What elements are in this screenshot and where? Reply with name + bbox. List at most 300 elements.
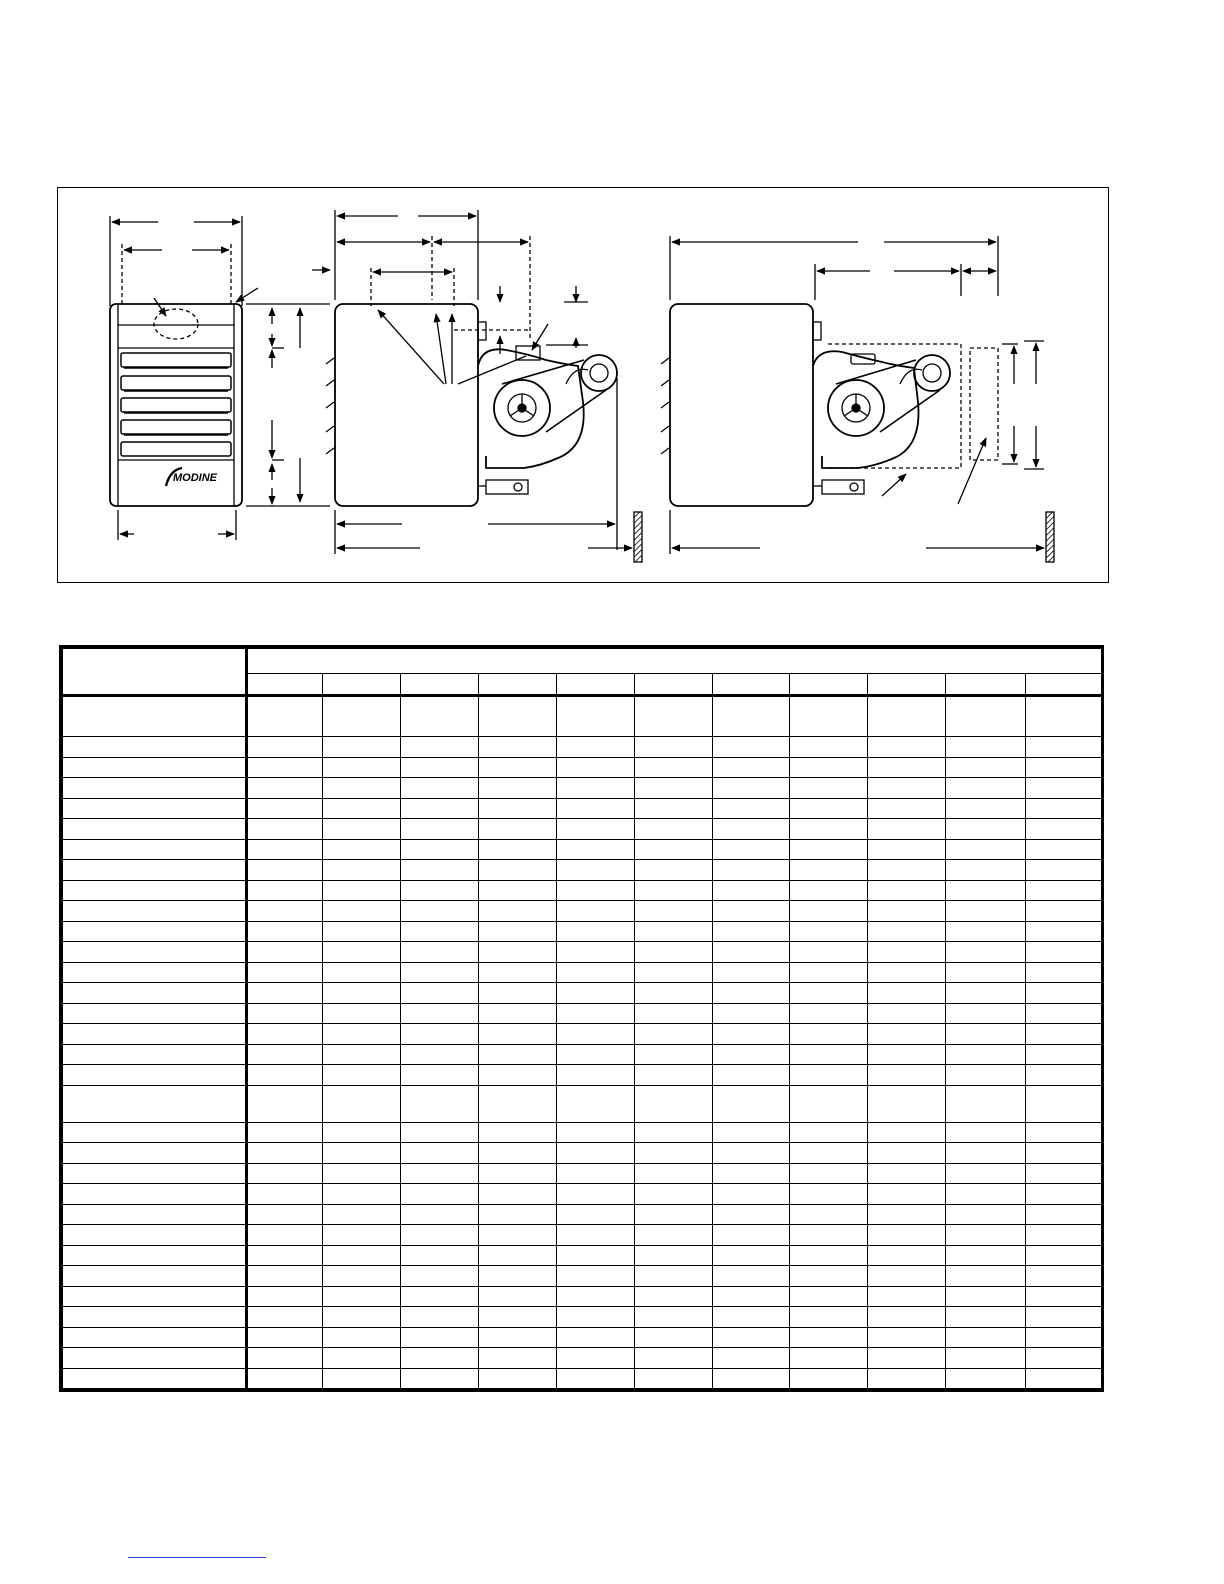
table-cell xyxy=(868,1044,946,1065)
wall-hatch xyxy=(634,512,642,562)
table-row xyxy=(63,942,1103,963)
table-cell xyxy=(479,839,557,860)
table-cell xyxy=(635,757,713,778)
table-cell xyxy=(479,819,557,840)
table-cell xyxy=(479,1085,557,1122)
table-cell xyxy=(1026,921,1103,942)
table-cell xyxy=(401,839,479,860)
table-cell xyxy=(247,1024,323,1045)
table-row xyxy=(63,1122,1103,1143)
table-cell xyxy=(1026,798,1103,819)
table-cell xyxy=(946,901,1026,922)
table-cell xyxy=(323,757,401,778)
table-cell xyxy=(946,798,1026,819)
table-cell xyxy=(635,798,713,819)
table-cell xyxy=(247,983,323,1004)
drive-belt xyxy=(502,360,584,384)
motor-pulley-inner-2 xyxy=(923,364,941,382)
table-cell xyxy=(401,1143,479,1164)
table-cell xyxy=(635,1044,713,1065)
table-cell xyxy=(1026,1065,1103,1086)
table-cell xyxy=(401,1307,479,1328)
model-column-header xyxy=(401,674,479,696)
table-cell xyxy=(713,798,790,819)
table-cell xyxy=(946,1122,1026,1143)
table-cell xyxy=(323,1368,401,1389)
model-column-header xyxy=(713,674,790,696)
table-cell xyxy=(790,962,868,983)
table-cell xyxy=(557,1163,635,1184)
table-cell xyxy=(247,1085,323,1122)
table-cell xyxy=(323,962,401,983)
table-cell xyxy=(635,983,713,1004)
row-label xyxy=(63,942,247,963)
table-cell xyxy=(479,1348,557,1369)
table-cell xyxy=(946,1143,1026,1164)
table-cell xyxy=(1026,819,1103,840)
table-cell xyxy=(946,1307,1026,1328)
table-cell xyxy=(247,1327,323,1348)
table-cell xyxy=(635,962,713,983)
table-cell xyxy=(635,1327,713,1348)
table-cell xyxy=(1026,880,1103,901)
table-row xyxy=(63,696,1103,737)
table-cell xyxy=(713,1204,790,1225)
table-cell xyxy=(247,880,323,901)
table-cell xyxy=(323,1163,401,1184)
table-cell xyxy=(1026,839,1103,860)
row-label xyxy=(63,1184,247,1205)
table-cell xyxy=(1026,860,1103,881)
table-row xyxy=(63,1204,1103,1225)
table-cell xyxy=(557,962,635,983)
table-cell xyxy=(635,1307,713,1328)
table-row xyxy=(63,1044,1103,1065)
table-cell xyxy=(323,1065,401,1086)
table-cell xyxy=(790,1225,868,1246)
table-cell xyxy=(479,1065,557,1086)
table-cell xyxy=(247,921,323,942)
mounting-ticks xyxy=(326,358,334,454)
table-cell xyxy=(401,1085,479,1122)
table-cell xyxy=(479,1163,557,1184)
table-cell xyxy=(557,880,635,901)
motor-bracket xyxy=(566,369,588,384)
table-cell xyxy=(713,1003,790,1024)
table-cell xyxy=(713,696,790,737)
table-cell xyxy=(401,942,479,963)
table-cell xyxy=(247,1163,323,1184)
table-row xyxy=(63,778,1103,799)
table-cell xyxy=(946,860,1026,881)
table-cell xyxy=(790,942,868,963)
table-cell xyxy=(479,1266,557,1287)
row-label xyxy=(63,1327,247,1348)
table-cell xyxy=(479,1368,557,1389)
table-cell xyxy=(790,1286,868,1307)
model-column-header xyxy=(247,674,323,696)
table-cell xyxy=(946,1003,1026,1024)
table-cell xyxy=(868,1245,946,1266)
table-cell xyxy=(557,778,635,799)
table-cell xyxy=(401,860,479,881)
table-cell xyxy=(790,1024,868,1045)
drive-belt-2 xyxy=(836,360,916,384)
table-cell xyxy=(713,901,790,922)
table-row xyxy=(63,1143,1103,1164)
table-cell xyxy=(323,1348,401,1369)
table-cell xyxy=(557,901,635,922)
table-cell xyxy=(790,1085,868,1122)
table-row xyxy=(63,1307,1103,1328)
table-cell xyxy=(1026,983,1103,1004)
table-cell xyxy=(946,778,1026,799)
table-cell xyxy=(635,1225,713,1246)
drive-belt-2 xyxy=(880,390,940,432)
table-cell xyxy=(1026,901,1103,922)
row-label xyxy=(63,1286,247,1307)
row-label xyxy=(63,1266,247,1287)
table-cell xyxy=(557,757,635,778)
row-label xyxy=(63,921,247,942)
table-cell xyxy=(868,962,946,983)
table-row xyxy=(63,737,1103,758)
front-view xyxy=(110,216,330,540)
table-cell xyxy=(1026,1307,1103,1328)
table-cell xyxy=(713,1245,790,1266)
table-cell xyxy=(868,901,946,922)
table-cell xyxy=(401,983,479,1004)
table-row xyxy=(63,757,1103,778)
table-row xyxy=(63,921,1103,942)
table-cell xyxy=(323,819,401,840)
table-row xyxy=(63,860,1103,881)
table-row xyxy=(63,1225,1103,1246)
table-cell xyxy=(635,1245,713,1266)
table-cell xyxy=(713,1044,790,1065)
table-cell xyxy=(946,1286,1026,1307)
table-cell xyxy=(868,1003,946,1024)
table-cell xyxy=(868,1184,946,1205)
table-cell xyxy=(790,1143,868,1164)
table-cell xyxy=(868,1266,946,1287)
table-cell xyxy=(713,1266,790,1287)
table-cell xyxy=(868,1143,946,1164)
table-row xyxy=(63,1327,1103,1348)
table-cell xyxy=(247,1044,323,1065)
table-cell xyxy=(247,1368,323,1389)
table-cell xyxy=(635,1085,713,1122)
row-label xyxy=(63,778,247,799)
leader-arrow xyxy=(882,474,906,496)
table-cell xyxy=(479,1204,557,1225)
table-cell xyxy=(790,1065,868,1086)
table-cell xyxy=(946,839,1026,860)
row-label xyxy=(63,1085,247,1122)
table-cell xyxy=(323,1245,401,1266)
table-cell xyxy=(479,860,557,881)
table-cell xyxy=(635,921,713,942)
table-cell xyxy=(479,1024,557,1045)
table-cell xyxy=(323,1204,401,1225)
table-cell xyxy=(479,1286,557,1307)
table-cell xyxy=(946,696,1026,737)
table-cell xyxy=(401,1122,479,1143)
row-label xyxy=(63,737,247,758)
table-cell xyxy=(713,737,790,758)
table-cell xyxy=(868,1204,946,1225)
table-cell xyxy=(868,1225,946,1246)
table-cell xyxy=(557,798,635,819)
table-cell xyxy=(1026,1003,1103,1024)
table-cell xyxy=(557,1327,635,1348)
table-cell xyxy=(635,880,713,901)
table-cell xyxy=(557,737,635,758)
table-cell xyxy=(323,1143,401,1164)
table-cell xyxy=(1026,696,1103,737)
table-cell xyxy=(635,1286,713,1307)
table-cell xyxy=(323,1024,401,1045)
table-cell xyxy=(1026,962,1103,983)
table-cell xyxy=(401,1245,479,1266)
table-cell xyxy=(790,819,868,840)
table-cell xyxy=(323,1184,401,1205)
table-cell xyxy=(401,1065,479,1086)
table-cell xyxy=(946,983,1026,1004)
dimension-drawing-panel xyxy=(57,187,1109,583)
base-bolt-2 xyxy=(850,483,858,491)
table-cell xyxy=(868,1122,946,1143)
table-cell xyxy=(790,1122,868,1143)
table-cell xyxy=(790,1266,868,1287)
table-cell xyxy=(557,942,635,963)
table-cell xyxy=(713,921,790,942)
table-cell xyxy=(790,757,868,778)
table-cell xyxy=(401,819,479,840)
table-cell xyxy=(946,880,1026,901)
leader-arrow xyxy=(958,438,986,504)
table-cell xyxy=(1026,1044,1103,1065)
model-column-header xyxy=(323,674,401,696)
table-cell xyxy=(868,1065,946,1086)
table-cell xyxy=(1026,1348,1103,1369)
table-cell xyxy=(479,798,557,819)
table-cell xyxy=(557,860,635,881)
table-cell xyxy=(868,983,946,1004)
table-cell xyxy=(401,1286,479,1307)
table-row xyxy=(63,839,1103,860)
table-cell xyxy=(479,1307,557,1328)
row-label xyxy=(63,1044,247,1065)
table-cell xyxy=(247,1065,323,1086)
table-cell xyxy=(1026,1286,1103,1307)
row-label xyxy=(63,962,247,983)
table-cell xyxy=(868,1286,946,1307)
table-cell xyxy=(247,696,323,737)
table-cell xyxy=(946,757,1026,778)
table-cell xyxy=(790,1368,868,1389)
table-cell xyxy=(946,1225,1026,1246)
table-cell xyxy=(635,1143,713,1164)
table-cell xyxy=(790,839,868,860)
table-cell xyxy=(557,1085,635,1122)
table-cell xyxy=(557,1065,635,1086)
table-cell xyxy=(946,1245,1026,1266)
table-cell xyxy=(323,880,401,901)
table-cell xyxy=(868,1327,946,1348)
table-cell xyxy=(557,1024,635,1045)
table-cell xyxy=(868,778,946,799)
table-cell xyxy=(401,921,479,942)
table-cell xyxy=(635,778,713,799)
table-cell xyxy=(247,1307,323,1328)
motor-bracket-2 xyxy=(900,369,922,384)
table-cell xyxy=(479,1003,557,1024)
footer-link-underline[interactable] xyxy=(128,1557,266,1558)
table-cell xyxy=(946,1044,1026,1065)
table-cell xyxy=(401,798,479,819)
row-label xyxy=(63,1245,247,1266)
table-cell xyxy=(401,1184,479,1205)
row-label xyxy=(63,1003,247,1024)
row-label xyxy=(63,1307,247,1328)
table-cell xyxy=(479,1044,557,1065)
table-cell xyxy=(868,1085,946,1122)
row-label xyxy=(63,1122,247,1143)
table-cell xyxy=(713,1307,790,1328)
table-cell xyxy=(557,1122,635,1143)
table-cell xyxy=(479,778,557,799)
table-cell xyxy=(323,839,401,860)
table-cell xyxy=(713,1143,790,1164)
table-cell xyxy=(946,962,1026,983)
table-cell xyxy=(323,1225,401,1246)
table-cell xyxy=(790,1348,868,1369)
table-cell xyxy=(946,1368,1026,1389)
table-cell xyxy=(713,1122,790,1143)
table-cell xyxy=(479,942,557,963)
model-column-header xyxy=(868,674,946,696)
model-column-header xyxy=(946,674,1026,696)
base-bolt xyxy=(514,483,522,491)
leader-arrow xyxy=(236,288,258,302)
row-label xyxy=(63,1204,247,1225)
table-cell xyxy=(790,1204,868,1225)
model-column-header xyxy=(557,674,635,696)
table-cell xyxy=(713,1327,790,1348)
table-cell xyxy=(946,1327,1026,1348)
table-cell xyxy=(401,901,479,922)
table-cell xyxy=(713,983,790,1004)
table-cell xyxy=(247,860,323,881)
table-cell xyxy=(323,1327,401,1348)
table-cell xyxy=(868,798,946,819)
table-header-row xyxy=(63,649,1103,674)
table-cell xyxy=(635,860,713,881)
table-cell xyxy=(868,839,946,860)
table-cell xyxy=(323,942,401,963)
table-cell xyxy=(635,1065,713,1086)
table-cell xyxy=(479,921,557,942)
table-cell xyxy=(868,757,946,778)
table-cell xyxy=(479,1122,557,1143)
dimension-data-table xyxy=(62,648,1103,1389)
row-label-header xyxy=(63,649,247,696)
table-cell xyxy=(557,921,635,942)
table-cell xyxy=(635,1204,713,1225)
supply-connection-dashed xyxy=(154,309,198,339)
table-cell xyxy=(635,942,713,963)
side-cabinet-outline-2 xyxy=(670,304,813,506)
table-row xyxy=(63,880,1103,901)
table-cell xyxy=(868,737,946,758)
motor-pulley-outer-2 xyxy=(914,355,950,391)
table-cell xyxy=(401,1327,479,1348)
table-cell xyxy=(713,962,790,983)
table-cell xyxy=(790,1163,868,1184)
pipe-connection-2 xyxy=(813,322,821,340)
table-cell xyxy=(247,901,323,922)
table-cell xyxy=(713,1024,790,1045)
table-cell xyxy=(635,1003,713,1024)
table-cell xyxy=(323,860,401,881)
table-cell xyxy=(1026,1327,1103,1348)
table-cell xyxy=(479,1327,557,1348)
table-row xyxy=(63,1245,1103,1266)
table-cell xyxy=(635,839,713,860)
table-cell xyxy=(479,1143,557,1164)
table-cell xyxy=(247,737,323,758)
table-row xyxy=(63,798,1103,819)
table-cell xyxy=(247,839,323,860)
table-cell xyxy=(790,1245,868,1266)
table-cell xyxy=(323,921,401,942)
table-cell xyxy=(946,1266,1026,1287)
table-cell xyxy=(247,1122,323,1143)
table-cell xyxy=(247,798,323,819)
table-cell xyxy=(1026,778,1103,799)
motor-pulley-outer xyxy=(581,355,617,391)
table-cell xyxy=(247,1143,323,1164)
table-cell xyxy=(247,1286,323,1307)
table-cell xyxy=(868,860,946,881)
table-cell xyxy=(557,1204,635,1225)
table-cell xyxy=(401,1003,479,1024)
table-cell xyxy=(323,1286,401,1307)
table-cell xyxy=(790,1327,868,1348)
table-cell xyxy=(868,819,946,840)
table-cell xyxy=(1026,1204,1103,1225)
table-cell xyxy=(868,696,946,737)
side-cabinet-outline xyxy=(335,304,478,506)
table-cell xyxy=(1026,1143,1103,1164)
table-row xyxy=(63,1085,1103,1122)
row-label xyxy=(63,1368,247,1389)
table-row xyxy=(63,901,1103,922)
table-cell xyxy=(323,1003,401,1024)
table-cell xyxy=(557,1368,635,1389)
table-cell xyxy=(323,1307,401,1328)
table-cell xyxy=(713,1368,790,1389)
row-label xyxy=(63,1348,247,1369)
table-cell xyxy=(323,798,401,819)
table-cell xyxy=(790,696,868,737)
model-column-header xyxy=(790,674,868,696)
table-cell xyxy=(401,1266,479,1287)
table-cell xyxy=(713,1184,790,1205)
table-cell xyxy=(868,921,946,942)
row-label xyxy=(63,819,247,840)
